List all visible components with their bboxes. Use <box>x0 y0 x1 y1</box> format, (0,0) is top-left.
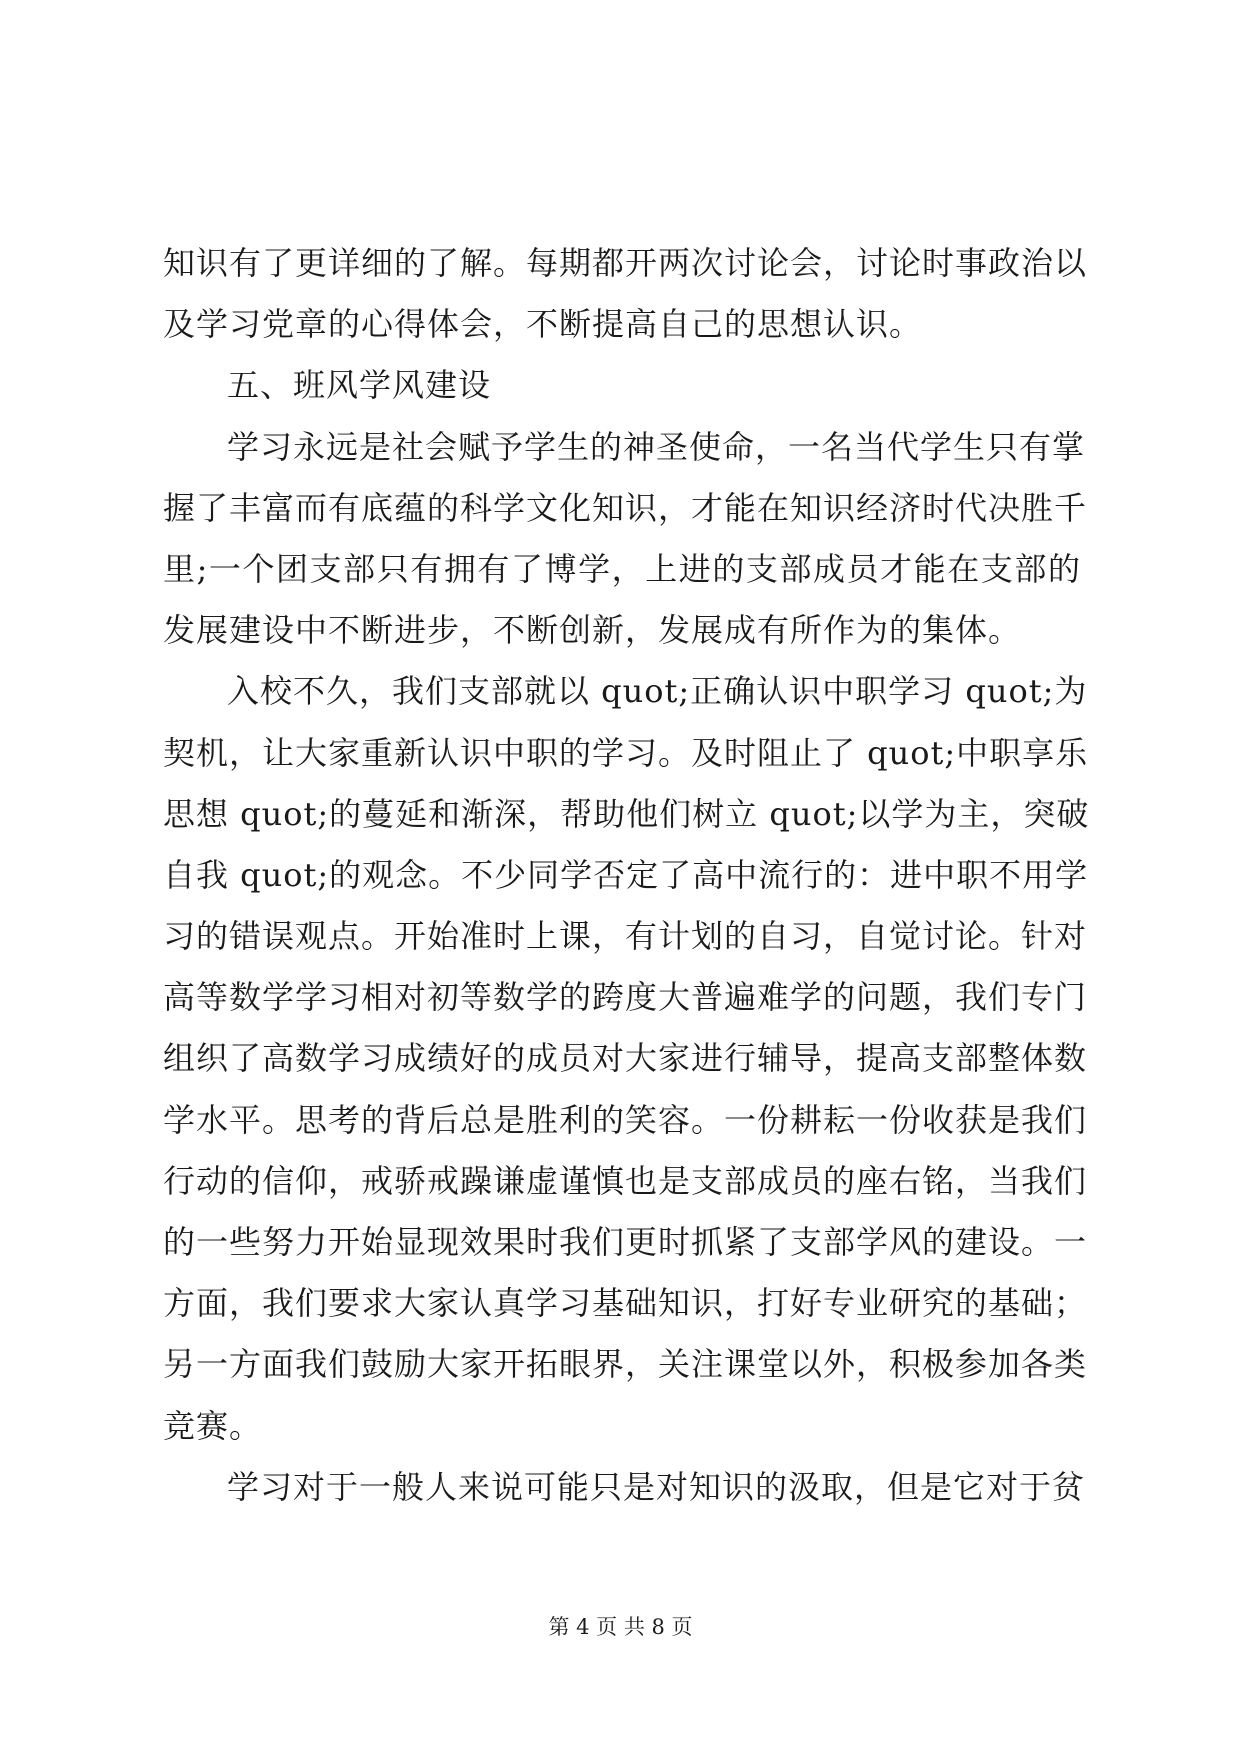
text-line: 学水平。思考的背后总是胜利的笑容。一份耕耘一份收获是我们 <box>163 1100 1088 1139</box>
text-line: 学习对于一般人来说可能只是对知识的汲取，但是它对于贫 <box>227 1467 1086 1506</box>
text-line: 习的错误观点。开始准时上课，有计划的自习，自觉讨论。针对 <box>163 917 1088 956</box>
text-line: 的一些努力开始显现效果时我们更时抓紧了支部学风的建设。一 <box>163 1223 1088 1261</box>
text-line: 方面，我们要求大家认真学习基础知识，打好专业研究的基础； <box>163 1284 1088 1323</box>
text-line: 里;一个团支部只有拥有了博学，上进的支部成员才能在支部的 <box>163 549 1081 588</box>
body-text <box>163 233 1090 1518</box>
text-line: 高等数学学习相对初等数学的跨度大普遍难学的问题，我们专门 <box>163 978 1088 1017</box>
text-line: 竞赛。 <box>163 1406 263 1445</box>
text-line: 知识有了更详细的了解。每期都开两次讨论会，讨论时事政治以 <box>163 244 1088 282</box>
text-line: 握了丰富而有底蕴的科学文化知识，才能在知识经济时代决胜千 <box>163 488 1088 527</box>
text-line: 学习永远是社会赋予学生的神圣使命，一名当代学生只有掌 <box>227 427 1086 466</box>
text-line: 入校不久，我们支部就以 quot;正确认识中职学习 quot;为 <box>227 672 1088 711</box>
text-line: 组织了高数学习成绩好的成员对大家进行辅导，提高支部整体数 <box>163 1039 1088 1078</box>
text-line: 自我 quot;的观念。不少同学否定了高中流行的：进中职不用学 <box>163 855 1089 894</box>
page-footer: 第 4 页 共 8 页 <box>548 1615 693 1639</box>
text-line: 另一方面我们鼓励大家开拓眼界，关注课堂以外，积极参加各类 <box>163 1345 1088 1384</box>
text-line: 契机，让大家重新认识中职的学习。及时阻止了 quot;中职享乐 <box>163 733 1089 772</box>
text-line: 发展建设中不断进步，不断创新，发展成有所作为的集体。 <box>163 611 1022 650</box>
text-line: 行动的信仰，戒骄戒躁谦虚谨慎也是支部成员的座右铭，当我们 <box>163 1161 1088 1200</box>
text-line: 五、班风学风建设 <box>227 366 492 405</box>
text-line: 思想 quot;的蔓延和渐深，帮助他们树立 quot;以学为主，突破 <box>163 794 1090 833</box>
text-line: 及学习党章的心得体会，不断提高自己的思想认识。 <box>163 305 923 344</box>
